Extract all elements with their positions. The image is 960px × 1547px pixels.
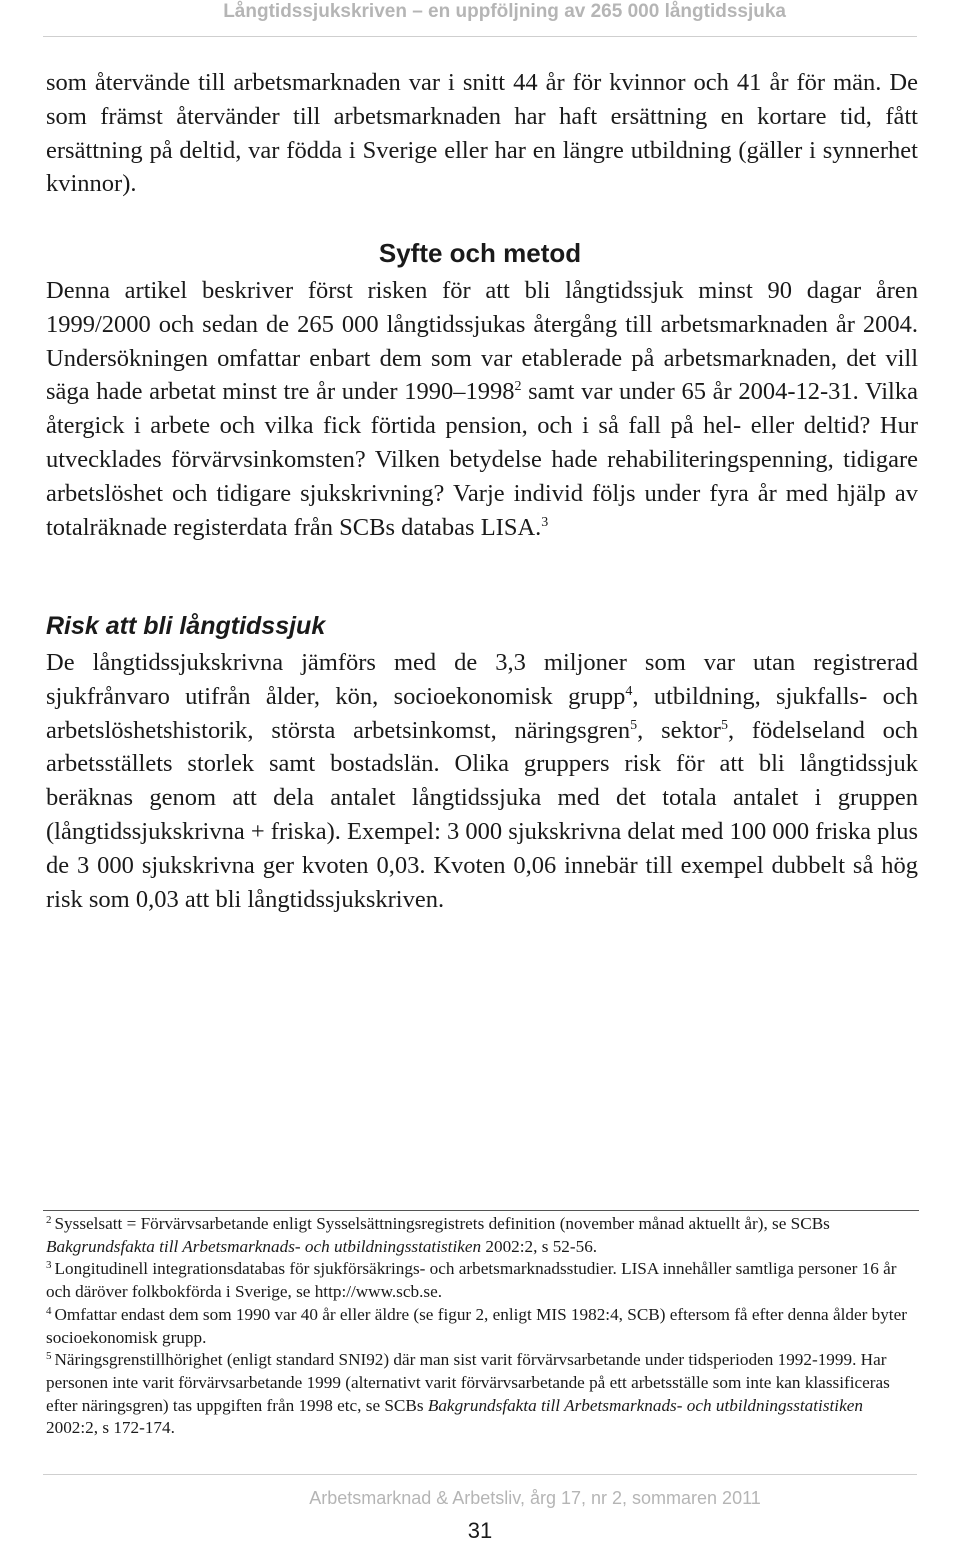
risk-text-b: , utbildning, sjukfalls- och arbetslöshetshistorik, största arbetsinkomst, näringsgren: [46, 682, 918, 744]
footnote-ref-5a: 5: [630, 717, 638, 733]
footnote-text: Sysselsatt = Förvärvsarbetande enligt Sysselsättningsregistrets definition (november månad aktuellt år), se SCBs: [54, 1214, 830, 1233]
page-number: 31: [467, 1518, 493, 1543]
footnote-4: [46, 1304, 918, 1349]
footnote-text: Näringsgrenstillhörighet (enligt standard SNI92) där man sist varit förvärvsarbetande under tidsperioden 1992-1999. Har personen inte varit förvärvsarbetande 1999 (alternativt varit förvärvsarbetande på ett arbetsställe som inte kan klassificeras efter näringsgren) tas uppgiften från 1998 etc, se SCBs: [46, 1350, 890, 1415]
intro-paragraph: som återvände till arbetsmarknaden var i snitt 44 år för kvinnor och 41 år för män. De som främst återvänder till arbetsmarknaden har haft ersättning en kortare tid, fått ersättning på deltid, var födda i Sverige eller har en längre utbildning (gäller i synnerhet kvinnor).: [46, 69, 918, 198]
footnote-3: [46, 1258, 918, 1303]
footnote-text: Omfattar endast dem som 1990 var 40 år eller äldre (se figur 2, enligt MIS 1982:4, SCB) eftersom få efter denna ålder byter socioekonomisk grupp.: [46, 1304, 907, 1347]
method-text-b: samt var under 65 år 2004-12-31. Vilka återgick i arbete och vilka fick förtida pension, och i så fall på hel- eller deltid? Hur utvecklades förvärvsinkomsten? Vilken betydelse hade rehabiliteringspenning, tidigare arbetslöshet och tidigare sjukskrivning? Varje individ följs under fyra år med hjälp av totalräknade registerdata från SCBs databas LISA.: [46, 378, 918, 541]
header-divider: [43, 36, 917, 37]
footnote-italic: Bakgrundsfakta till Arbetsmarknads- och utbildningsstatistiken: [46, 1236, 482, 1256]
footnote-ref-3: 3: [541, 514, 549, 530]
footnote-5: [46, 1349, 918, 1440]
footnote-number: 3: [46, 1259, 52, 1272]
footnote-divider: [43, 1210, 919, 1211]
footnote-number: 4: [46, 1304, 52, 1317]
risk-text-a: De långtidssjukskrivna jämförs med de 3,3 miljoner som var utan registrerad sjukfrånvaro utifrån ålder, kön, socioekonomisk grupp: [46, 649, 918, 710]
footer-divider: [43, 1474, 917, 1475]
footnote-text: Longitudinell integrationsdatabas för sjukförsäkrings- och arbetsmarknadsstudier. LISA innehåller samtliga personer 16 år och däröver folkbokförda i Sverige, se http://www.scb.se.: [46, 1259, 897, 1302]
footnote-ref-4: 4: [625, 683, 633, 699]
running-title: Långtidssjukskriven – en uppföljning av 265 000 långtidssjuka: [223, 1, 786, 22]
footnote-italic: Bakgrundsfakta till Arbetsmarknads- och utbildningsstatistiken: [427, 1395, 863, 1415]
footnote-2: [46, 1213, 918, 1258]
footnote-text-end: 2002:2, s 172-174.: [46, 1418, 175, 1438]
risk-text-c: , sektor: [637, 716, 721, 744]
footnote-text-end: 2002:2, s 52-56.: [481, 1236, 598, 1256]
journal-citation: Arbetsmarknad & Arbetsliv, årg 17, nr 2, sommaren 2011: [309, 1488, 761, 1508]
method-paragraph: [46, 274, 918, 544]
running-header: [0, 0, 960, 40]
section-heading-method: Syfte och metod: [378, 238, 582, 268]
footnote-ref-5b: 5: [720, 717, 728, 733]
footnote-ref-2: 2: [514, 379, 522, 395]
section-heading-risk: Risk att bli långtidssjuk: [46, 612, 326, 640]
footnote-number: 5: [46, 1350, 52, 1363]
footnotes: [46, 1213, 918, 1440]
risk-text-d: , födelseland och arbetsställets storlek samt bostadslän. Olika gruppers risk för att bli långtidssjuk beräknas genom att dela antalet långtidssjuka med det totala antalet i gruppen (långtidssjukskrivna + friska). Exempel: 3 000 sjukskrivna delat med 100 000 friska plus de 3 000 sjukskrivna ger kvoten 0,03. Kvoten 0,06 innebär till exempel dubbelt så hög risk som 0,03 att bli långtidssjukskriven.: [46, 716, 919, 913]
method-text-a: Denna artikel beskriver först risken för att bli långtidssjuk minst 90 dagar åren 1999/2000 och sedan de 265 000 långtidssjukas återgång till arbetsmarknaden år 2004. Undersökningen omfattar enbart dem som var etablerade på arbetsmarknaden, det vill säga hade arbetat minst tre år under 1990–1998: [46, 277, 918, 406]
footnote-number: 2: [46, 1214, 52, 1226]
risk-paragraph: [46, 646, 918, 916]
